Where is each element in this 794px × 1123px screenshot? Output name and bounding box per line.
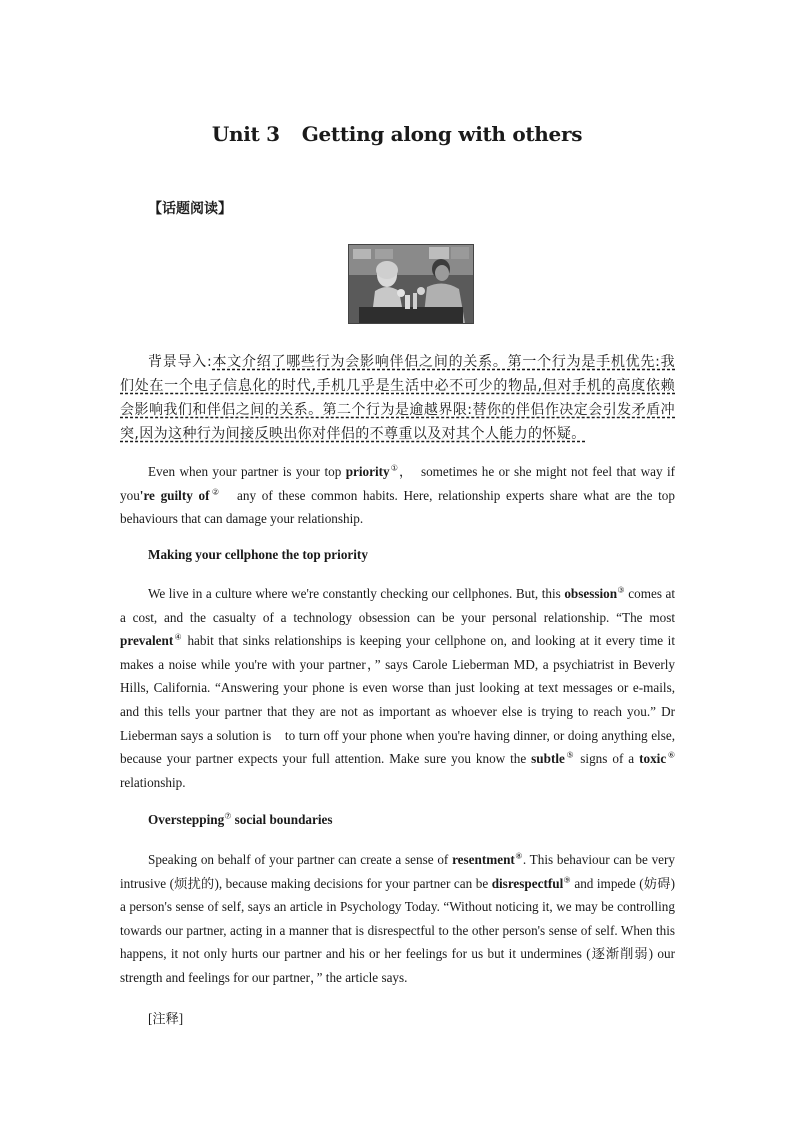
section-tag: 【话题阅读】	[148, 201, 232, 217]
background-text: 本文介绍了哪些行为会影响伴侣之间的关系。第一个行为是手机优先:我们处在一个电子信息化的时代,手机几乎是生活中必不可少的物品,但对手机的高度依赖会影响我们和伴侣之间的关系。第二个行为是逾越界限:替你的伴侣作决定会引发矛盾冲突,因为这种行为间接反映出你对伴侣的不尊重以及对其个人能力的怀疑。	[120, 354, 676, 442]
text-run: and impede (妨碍) a person's sense of self, says an article in Psychology Today. “Without noticing it, we may be controlling towards our partner, acting in a manner that is disrespectful to the other person's sense of self. When this happens, it not only hurts our partner and his or her feelings for us but it undermines (逐渐削弱) our strength and feelings for our partner，” the article says.	[120, 875, 675, 985]
vocab-resentment: resentment	[452, 852, 515, 867]
text-run: . This behaviour can be very intrusive (烦扰的), because making decisions for your partner can be	[120, 852, 675, 891]
footnote-marker: ③	[617, 585, 625, 595]
text-run: signs of a	[575, 751, 640, 767]
paragraph-1	[120, 460, 675, 531]
notes-heading: [注释]	[148, 1011, 184, 1026]
text-run: any of these common habits. Here, relationship experts share what are the top behaviours that can damage your relationship.	[120, 487, 675, 527]
footnote-marker: ⑥	[666, 750, 676, 760]
background-intro	[120, 350, 675, 446]
paragraph-2	[120, 582, 675, 794]
heading-boundaries	[148, 812, 333, 828]
paragraph-3	[120, 848, 675, 990]
heading-cellphone: Making your cellphone the top priority	[148, 547, 368, 562]
unit-number: Unit 3	[211, 122, 280, 146]
unit-title: Getting along with others	[301, 122, 583, 146]
vocab-obsession: obsession	[564, 586, 618, 601]
vocab-guilty-of: 're guilty of	[139, 487, 210, 503]
footnote-marker: ⑤	[564, 750, 576, 760]
text-run: habit that sinks relationships is keeping your cellphone on, and looking at it every time it makes a noise while you're with your partner，” says Carole Lieberman MD, a psychiatrist in Beverly Hills, California. “Answering your phone is even worse than just looking at text messages or e-mails, and this tells your partner that they are not as important as whoever else is trying to reach you.” Dr Lieberman says a solution is to turn off your phone when you're having dinner, or doing anything else, because your partner expects your full attention. Make sure you know the	[120, 633, 675, 767]
vocab-subtle: subtle	[531, 751, 565, 767]
vocab-overstepping: Overstepping	[148, 812, 225, 827]
footnote-marker: ⑨	[563, 875, 571, 885]
text-run: relationship.	[120, 774, 186, 790]
vocab-priority: priority	[345, 464, 390, 479]
vocab-disrespectful: disrespectful	[491, 875, 564, 891]
couple-cafe-photo	[348, 244, 474, 324]
footnote-marker: ④	[173, 632, 183, 642]
text-run: comes at a cost, and the casualty of a technology obsession can be your personal relationship. “The most	[120, 586, 675, 625]
background-label: 背景导入:	[148, 354, 213, 370]
footnote-marker: ⑦	[224, 811, 232, 821]
footnote-marker: ⑧	[514, 851, 523, 861]
vocab-toxic: toxic	[639, 751, 667, 767]
footnote-marker: ①	[389, 463, 399, 473]
text-run: Even when your partner is your top	[148, 464, 346, 479]
text-run: social boundaries	[231, 812, 333, 827]
footnote-marker: ②	[209, 487, 222, 497]
vocab-prevalent: prevalent	[120, 633, 174, 649]
page-title	[0, 122, 794, 146]
text-run: ， sometimes he or she might not feel that way if you	[120, 464, 676, 503]
text-run: We live in a culture where we're constantly checking our cellphones. But, this	[148, 586, 565, 601]
text-run: Speaking on behalf of your partner can create a sense of	[148, 852, 453, 867]
